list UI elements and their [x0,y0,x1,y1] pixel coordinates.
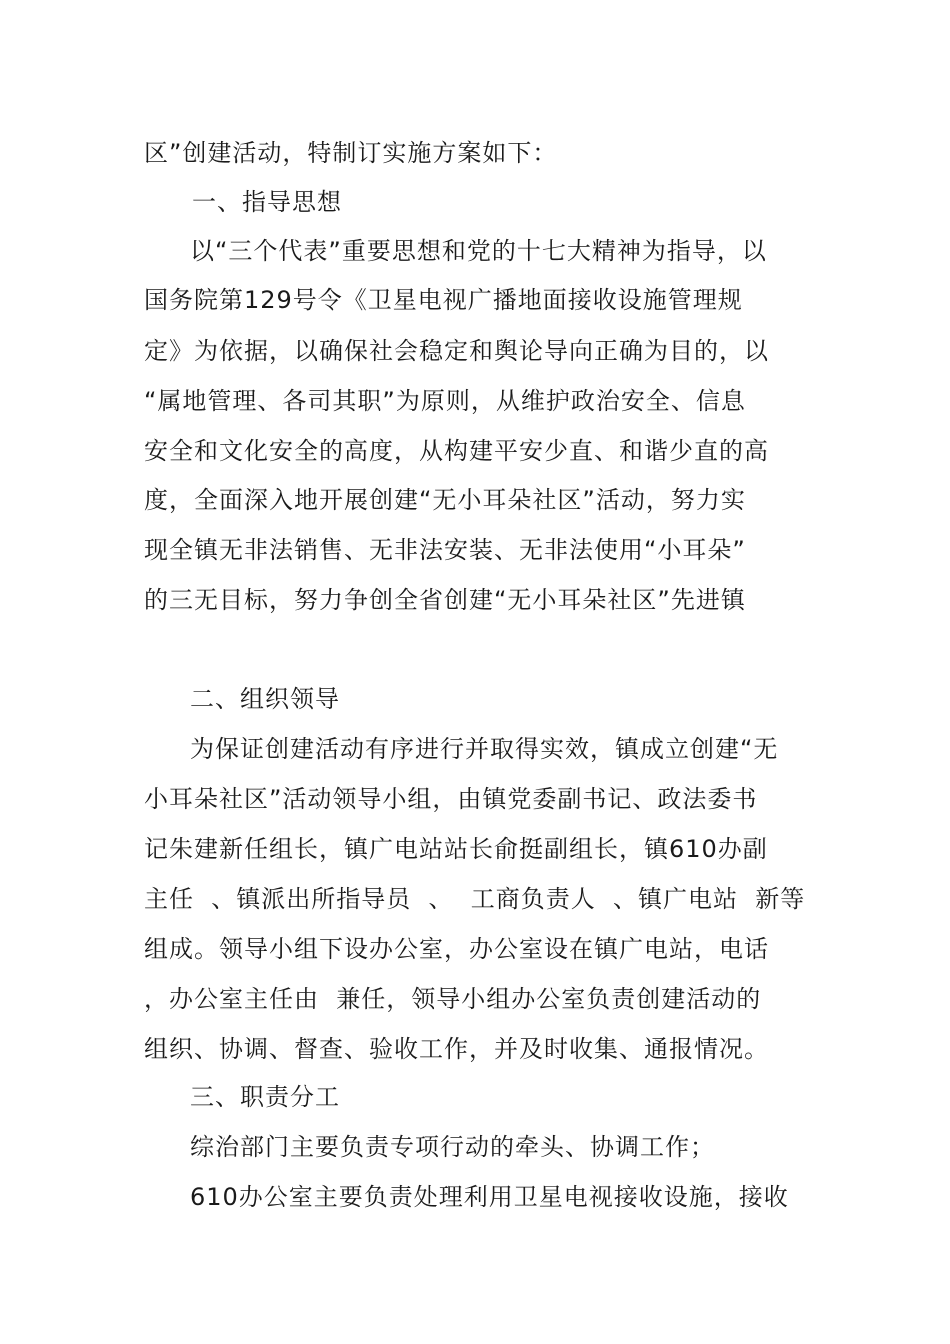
paragraph-line: 小耳朵社区”活动领导小组，由镇党委副书记、政法委书 [144,785,758,813]
paragraph-line: 现全镇无非法销售、无非法安装、无非法使用“小耳朵” [144,536,746,564]
paragraph-line: 组成。领导小组下设办公室，办公室设在镇广电站，电话 [144,935,769,963]
paragraph-line: 组织、协调、督查、验收工作，并及时收集、通报情况。 [144,1035,769,1063]
paragraph-line: 为保证创建活动有序进行并取得实效，镇成立创建“无 [190,735,779,763]
paragraph-line: ，办公室主任由 兼任，领导小组办公室负责创建活动的 [144,985,762,1013]
paragraph-line: 记朱建新任组长，镇广电站站长俞挺副组长，镇610办副 [144,835,768,863]
paragraph-line: 的三无目标，努力争创全省创建“无小耳朵社区”先进镇 [144,586,746,614]
paragraph-line: 主任 、镇派出所指导员 、 工商负责人 、镇广电站 新等 [144,885,806,913]
section-heading: 一、指导思想 [192,188,342,216]
section-heading: 二、组织领导 [190,685,340,713]
paragraph-line: “属地管理、各司其职”为原则，从维护政治安全、信息 [144,387,746,415]
paragraph-line: 以“三个代表”重要思想和党的十七大精神为指导，以 [190,237,767,265]
paragraph-line: 安全和文化安全的高度，从构建平安少直、和谐少直的高 [144,437,769,465]
section-heading: 三、职责分工 [190,1083,340,1111]
paragraph-line: 国务院第129号令《卫星电视广播地面接收设施管理规 [144,286,743,314]
paragraph-line: 度，全面深入地开展创建“无小耳朵社区”活动，努力实 [144,486,746,514]
paragraph-line: 定》为依据，以确保社会稳定和舆论导向正确为目的，以 [144,337,769,365]
paragraph-line: 610办公室主要负责处理利用卫星电视接收设施，接收 [190,1183,789,1211]
paragraph-line: 区”创建活动，特制订实施方案如下： [144,139,558,167]
paragraph-line: 综治部门主要负责专项行动的牵头、协调工作； [190,1133,715,1161]
